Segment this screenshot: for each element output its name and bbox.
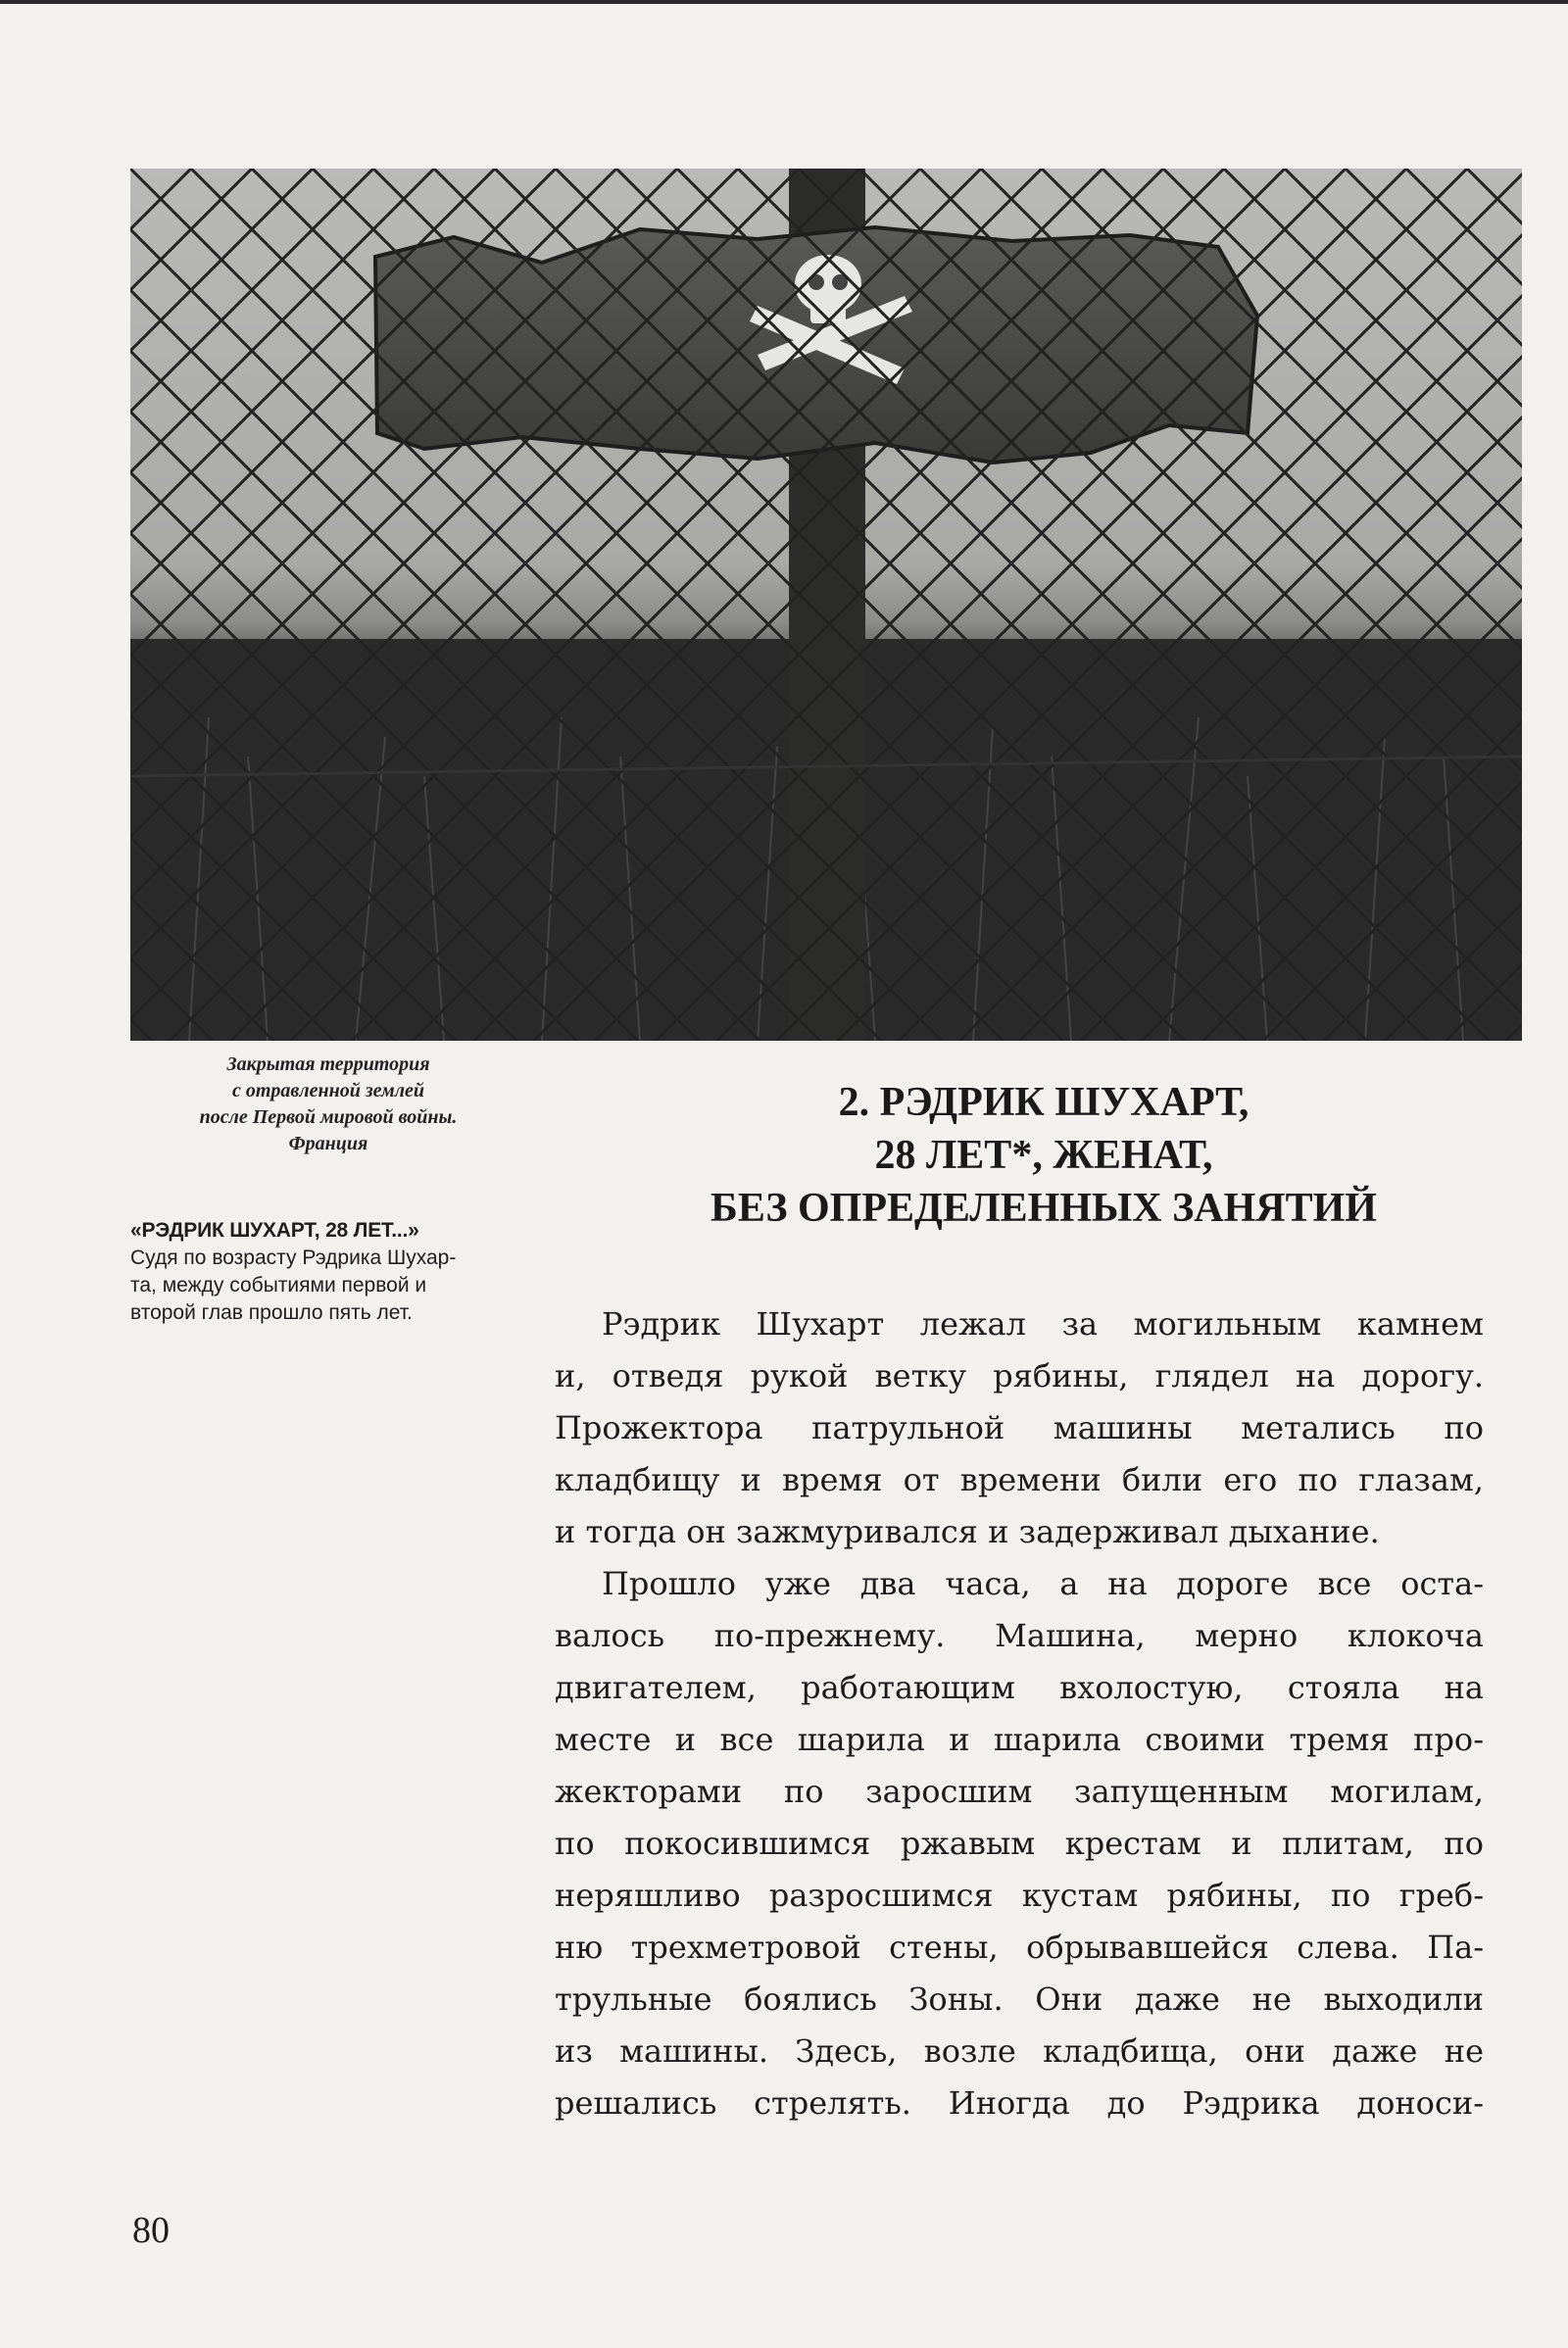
photo-illustration	[130, 169, 1522, 1041]
chapter-title-line: БЕЗ ОПРЕДЕЛЕННЫХ ЗАНЯТИЙ	[710, 1186, 1377, 1231]
photo-caption-line: Закрытая территория	[226, 1053, 430, 1075]
chapter-title	[554, 1076, 1534, 1235]
sidenote-line: та, между событиями первой и	[130, 1274, 427, 1296]
photo-caption-line: с отравленной землей	[232, 1080, 424, 1101]
paragraph-2-line: по покосившимся ржавым крестам и плитам, по	[555, 1825, 1484, 1862]
page-top-edge	[0, 0, 1568, 4]
paragraph-2-line: месте и все шарила и шарила своими тремя про-	[555, 1721, 1484, 1758]
body-text	[555, 1298, 1484, 2129]
paragraph-1-line: и, отведя рукой ветку рябины, глядел на дорогу.	[555, 1357, 1484, 1394]
paragraph-2-line: из машины. Здесь, возле кладбища, они даже не	[555, 2032, 1484, 2070]
paragraph-2-line: ню трехметровой стены, обрывавшейся слева. Па-	[555, 1929, 1484, 1966]
paragraph-2-line: трульные боялись Зоны. Они даже не выходили	[555, 1981, 1484, 2018]
sidenote-line: Судя по возрасту Рэдрика Шухар-	[130, 1247, 457, 1269]
sidenote-line: второй глав прошло пять лет.	[130, 1301, 413, 1324]
sidenote	[130, 1217, 522, 1327]
photo-chain-link-fence	[130, 169, 1522, 1041]
photo-caption-line: после Первой мировой войны.	[199, 1106, 458, 1128]
paragraph-1-line: Прожектора патрульной машины метались по	[555, 1409, 1484, 1446]
paragraph-2-line: жекторами по заросшим запущенным могилам,	[555, 1773, 1484, 1810]
page-number: 80	[132, 2210, 170, 2251]
chapter-title-line: 28 ЛЕТ*, ЖЕНАТ,	[874, 1133, 1213, 1178]
paragraph-1-line: Рэдрик Шухарт лежал за могильным камнем	[602, 1305, 1484, 1343]
paragraph-2-line: Прошло уже два часа, а на дороге все оста-	[602, 1565, 1484, 1602]
paragraph-1-line: и тогда он зажмуривался и задерживал дыхание.	[555, 1513, 1380, 1550]
chapter-title-line: 2. РЭДРИК ШУХАРТ,	[838, 1080, 1250, 1125]
paragraph-2-line: валось по-прежнему. Машина, мерно клокоча	[555, 1617, 1484, 1654]
photo-fenced-warning-sign	[130, 169, 1522, 1041]
paragraph-2-line: неряшливо разросшимся кустам рябины, по греб-	[555, 1877, 1484, 1914]
sidenote-title: «РЭДРИК ШУХАРТ, 28 ЛЕТ...»	[130, 1219, 419, 1242]
paragraph-2-line: решались стрелять. Иногда до Рэдрика доноси-	[555, 2084, 1484, 2122]
photo-caption-line: Франция	[288, 1133, 368, 1154]
photo-caption	[147, 1052, 510, 1157]
paragraph-2-line: двигателем, работающим вхолостую, стояла на	[555, 1669, 1484, 1706]
paragraph-1-line: кладбищу и время от времени били его по глазам,	[555, 1461, 1484, 1498]
